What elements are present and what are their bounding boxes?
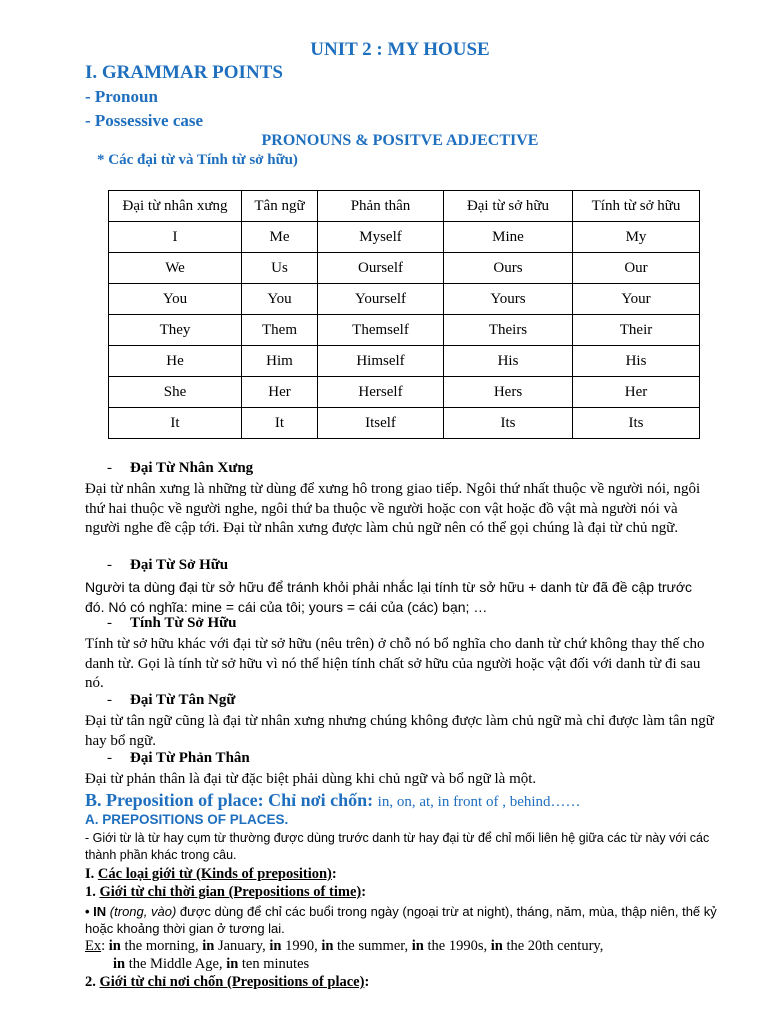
table-cell: Him: [242, 346, 318, 377]
table-cell: Our: [573, 253, 700, 284]
table-row: [109, 315, 700, 346]
table-header-cell: Phản thân: [318, 191, 444, 222]
dash-marker: -: [107, 460, 112, 476]
section-paragraph: Đại từ nhân xưng là những từ dùng để xưng hô trong giao tiếp. Ngôi thứ nhất thuộc về người nói, ngôi thứ hai thuộc về người nghe, ngôi thứ ba thuộc về người hoặc con vật hoặc đồ vật mà người nói và người nghe đề cập tới. Đại từ nhân xưng được làm chủ ngữ nên có thể gọi chúng là đại từ chủ ngữ.: [85, 481, 701, 536]
table-row: [109, 377, 700, 408]
example-keyword: in: [411, 938, 424, 954]
section-heading: [107, 557, 228, 574]
table-cell: My: [573, 222, 700, 253]
section-heading: [107, 692, 235, 709]
table-cell: Me: [242, 222, 318, 253]
section-heading: [107, 750, 250, 767]
topic-pronoun: - Pronoun: [85, 87, 158, 106]
section-paragraph: Đại từ tân ngữ cũng là đại từ nhân xưng nhưng chúng không được làm chủ ngữ mà chỉ được làm tân ngữ hay bổ ngữ.: [85, 713, 714, 749]
table-row: [109, 346, 700, 377]
table-cell: Mine: [444, 222, 573, 253]
section-heading-text: Đại Từ Sở Hữu: [130, 557, 229, 573]
example-keyword: in: [269, 938, 282, 954]
table-cell: Hers: [444, 377, 573, 408]
table-cell: I: [109, 222, 242, 253]
table-cell: Yours: [444, 284, 573, 315]
preposition-intro: - Giới từ là từ hay cụm từ thường được dùng trước danh từ hay đại từ để chỉ mối liên hệ giữa các từ này với các thành phần khác trong câu.: [85, 831, 710, 862]
table-cell: Her: [242, 377, 318, 408]
table-cell: They: [109, 315, 242, 346]
section-paragraph: Đại từ phản thân là đại từ đặc biệt phải dùng khi chủ ngữ và bổ ngữ là một.: [85, 771, 537, 787]
example-keyword: in: [226, 956, 239, 972]
table-cell: Ourself: [318, 253, 444, 284]
section-heading: [107, 615, 237, 632]
section-paragraph: Người ta dùng đại từ sở hữu để tránh khỏi phải nhắc lại tính từ sở hữu + danh từ đã đề cập trước đó. Nó có nghĩa: mine = cái của tôi; yours = cái của (các) bạn; …: [85, 579, 693, 615]
example-keyword: in: [202, 938, 215, 954]
table-cell: Himself: [318, 346, 444, 377]
in-text: được dùng để chỉ các buổi trong ngày (ngoại trừ at night), tháng, năm, mùa, thập niên, thế kỷ hoặc khoảng thời gian ở tương lai.: [85, 904, 717, 936]
preposition-heading: [85, 790, 581, 811]
table-cell: Its: [573, 408, 700, 439]
table-cell: Themself: [318, 315, 444, 346]
place-text: Giới từ chỉ nơi chốn (Prepositions of place): [99, 974, 365, 990]
section-heading: [107, 460, 253, 477]
table-cell: Her: [573, 377, 700, 408]
table-subtitle: * Các đại từ và Tính từ sở hữu): [97, 152, 298, 168]
kinds-heading: [85, 866, 337, 883]
dash-marker: -: [107, 692, 112, 708]
table-row: [109, 253, 700, 284]
example-text: the 20th century,: [502, 938, 604, 954]
example-text: the 1990s,: [423, 938, 491, 954]
table-row: [109, 222, 700, 253]
table-cell: He: [109, 346, 242, 377]
dash-marker: -: [107, 557, 112, 573]
section-heading-text: Đại Từ Tân Ngữ: [130, 692, 236, 708]
preposition-heading-examples: in, on, at, in front of , behind……: [377, 794, 581, 810]
table-header-cell: Đại từ sở hữu: [444, 191, 573, 222]
section-heading-text: Đại Từ Phản Thân: [130, 750, 250, 766]
table-cell: Us: [242, 253, 318, 284]
prepositions-of-places-heading: A. PREPOSITIONS OF PLACES.: [85, 812, 289, 827]
table-cell: Itself: [318, 408, 444, 439]
table-cell: Their: [573, 315, 700, 346]
table-cell: It: [242, 408, 318, 439]
example-text: 1990,: [281, 938, 322, 954]
kinds-number: I.: [85, 866, 95, 882]
table-cell: Theirs: [444, 315, 573, 346]
place-number: 2.: [85, 974, 96, 990]
table-cell: Them: [242, 315, 318, 346]
page-title: UNIT 2 : MY HOUSE: [310, 39, 490, 60]
example-label: Ex: [85, 938, 102, 954]
kinds-text: Các loại giới từ (Kinds of preposition): [97, 866, 332, 882]
place-colon: :: [364, 974, 370, 990]
time-colon: :: [361, 884, 367, 900]
example-line-1: Ex: in the morning, in January, in 1990, in the summer, in the 1990s, in the 20th century,: [85, 938, 604, 954]
example-keyword: in: [321, 938, 334, 954]
table-row: [109, 408, 700, 439]
example-keyword: in: [108, 938, 121, 954]
table-row: [109, 284, 700, 315]
dash-marker: -: [107, 750, 112, 766]
in-usage-paragraph: [85, 903, 725, 937]
in-bullet: • IN: [85, 904, 107, 919]
table-header-cell: Tân ngữ: [242, 191, 318, 222]
place-heading: [85, 974, 369, 991]
example-line-2: [113, 956, 309, 973]
example-text: the Middle Age,: [125, 956, 227, 972]
table-cell: She: [109, 377, 242, 408]
section-heading-text: Tính Từ Sở Hữu: [130, 615, 237, 631]
in-gloss: (trong, vào): [109, 904, 177, 919]
example-text: January,: [214, 938, 270, 954]
table-cell: It: [109, 408, 242, 439]
table-header-cell: Đại từ nhân xưng: [109, 191, 242, 222]
table-cell: Its: [444, 408, 573, 439]
pronoun-table: [108, 190, 700, 439]
table-header-row: [109, 191, 700, 222]
example-keyword: in: [490, 938, 503, 954]
time-text: Giới từ chỉ thời gian (Prepositions of time): [99, 884, 362, 900]
time-number: 1.: [85, 884, 96, 900]
table-cell: Herself: [318, 377, 444, 408]
time-heading: [85, 884, 366, 901]
table-header-cell: Tính từ sở hữu: [573, 191, 700, 222]
table-cell: His: [573, 346, 700, 377]
table-cell: Your: [573, 284, 700, 315]
table-cell: Ours: [444, 253, 573, 284]
section-heading-text: Đại Từ Nhân Xưng: [130, 460, 254, 476]
table-cell: Myself: [318, 222, 444, 253]
grammar-heading: I. GRAMMAR POINTS: [85, 62, 283, 83]
preposition-heading-text: B. Preposition of place: Chỉ nơi chốn:: [85, 790, 374, 810]
table-cell: His: [444, 346, 573, 377]
example-text: ten minutes: [238, 956, 310, 972]
table-cell: Yourself: [318, 284, 444, 315]
example-text: the morning,: [120, 938, 203, 954]
example-text: the summer,: [333, 938, 412, 954]
table-cell: You: [242, 284, 318, 315]
section-paragraph: Tính từ sở hữu khác với đại từ sở hữu (nêu trên) ở chỗ nó bổ nghĩa cho danh từ chứ không thay thế cho danh từ. Gọi là tính từ sở hữu vì nó thể hiện tính chất sở hữu của người hoặc vật đối với danh từ đi sau nó.: [85, 636, 705, 691]
topic-possessive: - Possessive case: [85, 111, 204, 130]
table-cell: You: [109, 284, 242, 315]
example-keyword: in: [113, 956, 126, 972]
kinds-colon: :: [331, 866, 337, 882]
table-title: PRONOUNS & POSITVE ADJECTIVE: [261, 132, 539, 149]
table-cell: We: [109, 253, 242, 284]
dash-marker: -: [107, 615, 112, 631]
